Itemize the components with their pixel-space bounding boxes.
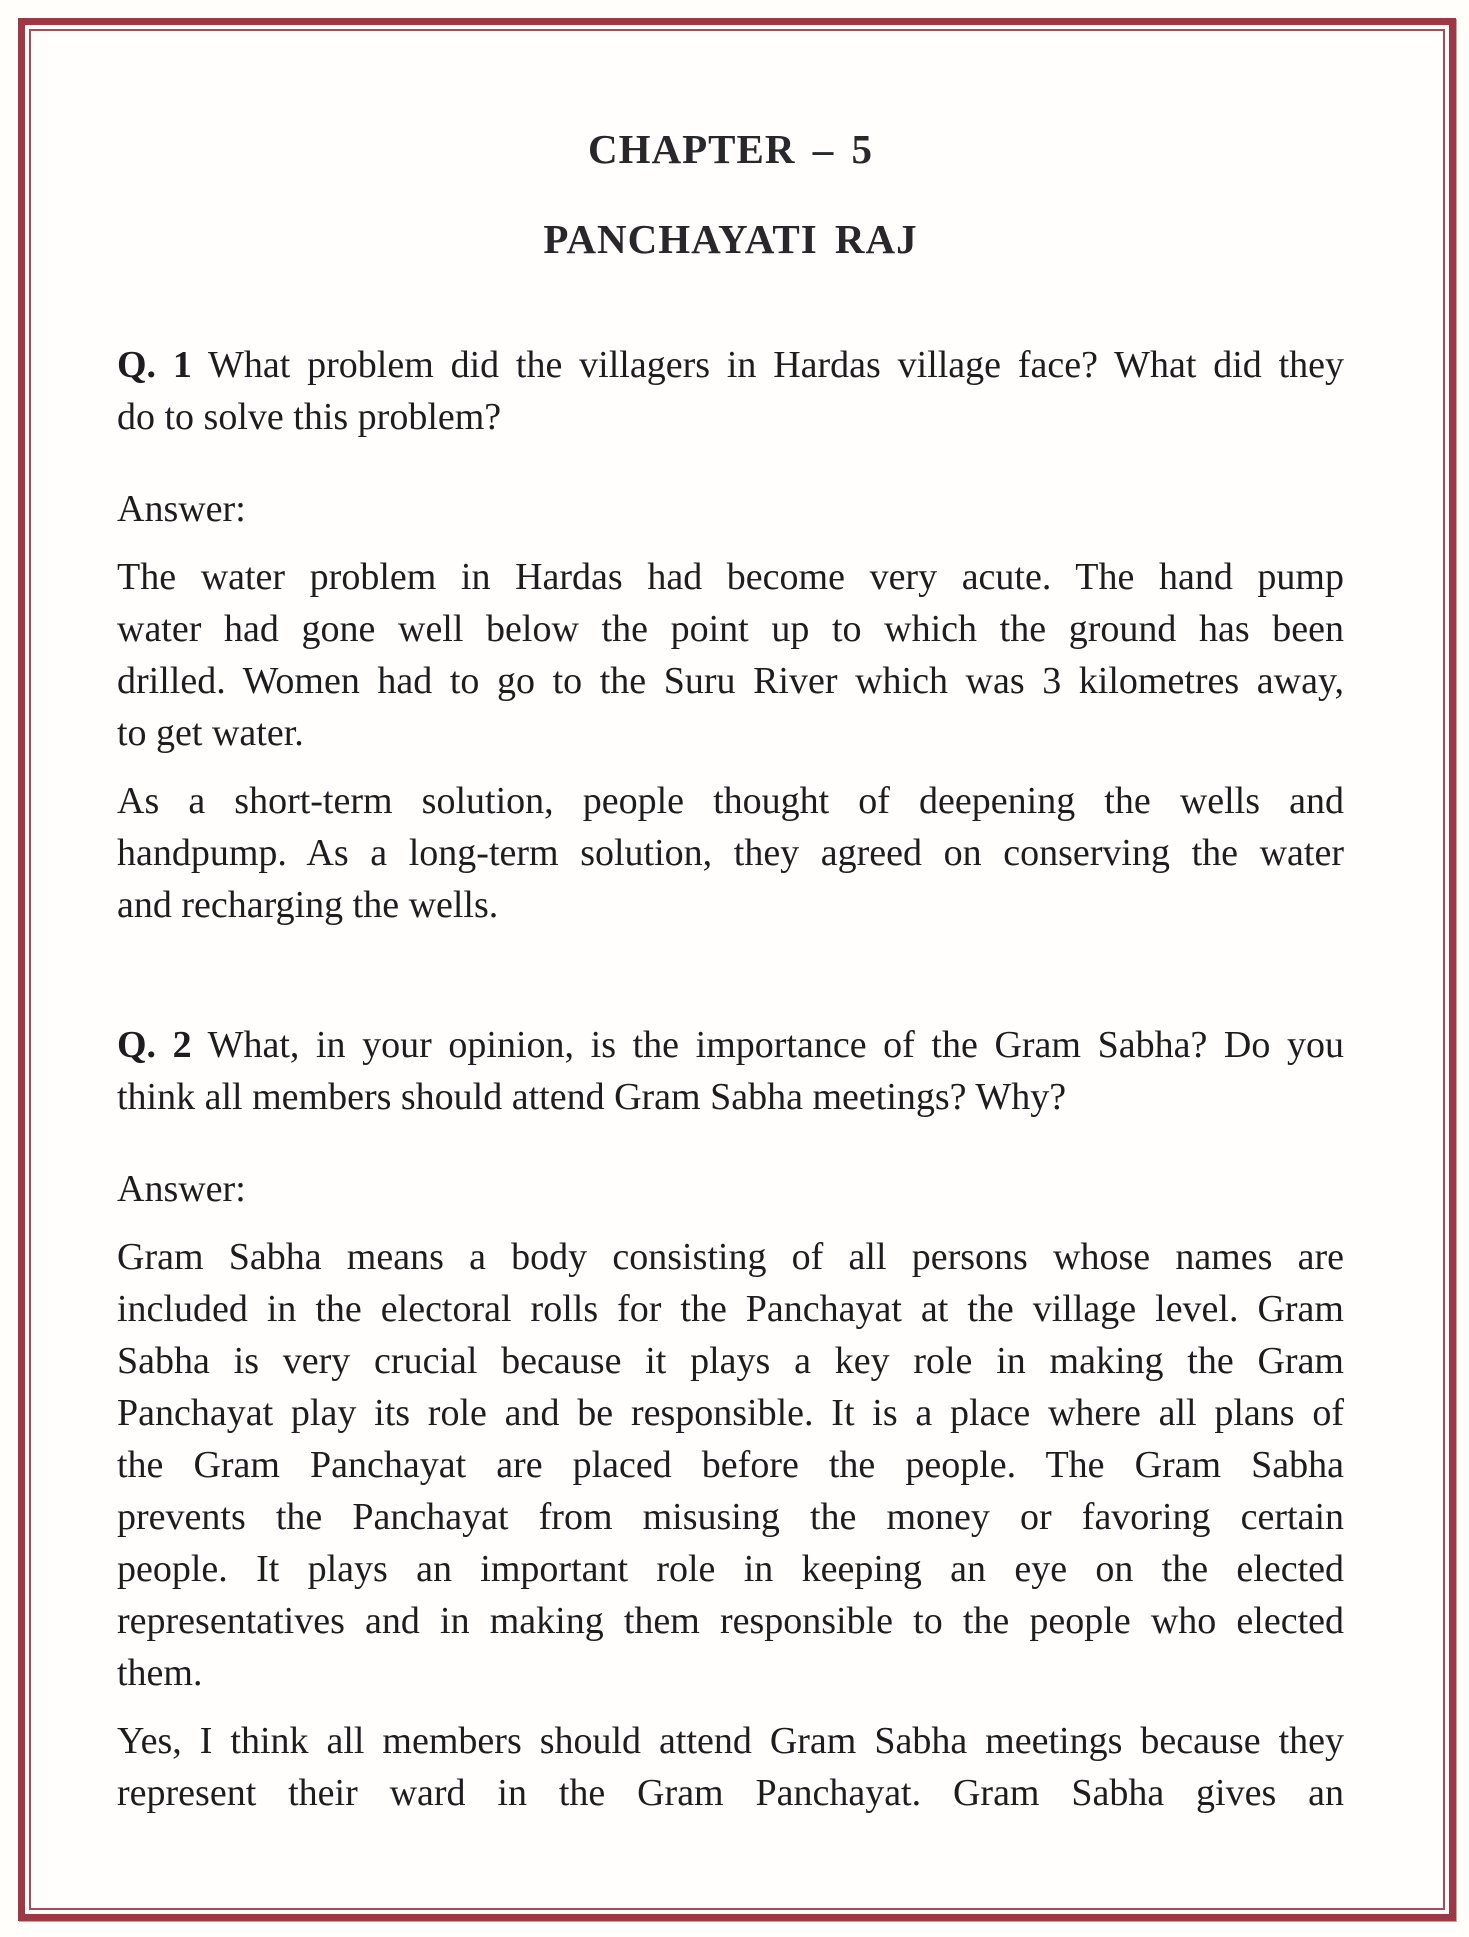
answer-label: Answer: (117, 488, 246, 530)
text-line: and recharging the wells. (117, 884, 499, 926)
text-line: the Gram Panchayat are placed before the people. The Gram Sabha (117, 1444, 1344, 1486)
text-line (117, 1019, 1344, 1071)
answer-paragraph (117, 1231, 1344, 1699)
answer-paragraph (117, 775, 1344, 931)
qa-block-1 (117, 339, 1344, 931)
text-line: water had gone well below the point up to which the ground has been (117, 608, 1344, 650)
text-line: Gram Sabha means a body consisting of all persons whose names are (117, 1236, 1344, 1278)
text-line: think all members should attend Gram Sabha meetings? Why? (117, 1076, 1067, 1118)
answer-paragraph (117, 551, 1344, 759)
text-line: As a short-term solution, people thought of deepening the wells and (117, 780, 1344, 822)
text-line: to get water. (117, 712, 304, 754)
answer-label: Answer: (117, 1168, 246, 1210)
answer-paragraph (117, 1715, 1344, 1819)
chapter-title: PANCHAYATI RAJ (543, 216, 918, 262)
text-line: included in the electoral rolls for the Panchayat at the village level. Gram (117, 1288, 1344, 1330)
text-line: prevents the Panchayat from misusing the money or favoring certain (117, 1496, 1344, 1538)
question-1 (117, 339, 1344, 443)
text-line: represent their ward in the Gram Panchayat. Gram Sabha gives an (117, 1772, 1344, 1814)
text-line: handpump. As a long-term solution, they agreed on conserving the water (117, 832, 1344, 874)
text-line: representatives and in making them responsible to the people who elected (117, 1600, 1344, 1642)
question-label: Q. 2 (117, 1024, 192, 1066)
text-line: them. (117, 1652, 203, 1694)
text-line: people. It plays an important role in keeping an eye on the elected (117, 1548, 1344, 1590)
question-text: What, in your opinion, is the importance of the Gram Sabha? Do you (207, 1024, 1344, 1066)
text-line (117, 339, 1344, 391)
text-line: Yes, I think all members should attend Gram Sabha meetings because they (117, 1720, 1344, 1762)
text-line: Panchayat play its role and be responsible. It is a place where all plans of (117, 1392, 1344, 1434)
page-content (29, 29, 1445, 1910)
text-line: drilled. Women had to go to the Suru River which was 3 kilometres away, (117, 660, 1344, 702)
question-label: Q. 1 (117, 344, 192, 386)
text-line: The water problem in Hardas had become very acute. The hand pump (117, 556, 1344, 598)
question-2 (117, 1019, 1344, 1123)
question-text: What problem did the villagers in Hardas village face? What did they (208, 344, 1344, 386)
chapter-heading: CHAPTER – 5 (588, 126, 873, 172)
qa-block-2 (117, 1019, 1344, 1819)
text-line: Sabha is very crucial because it plays a key role in making the Gram (117, 1340, 1344, 1382)
text-line: do to solve this problem? (117, 396, 502, 438)
page-border-outer (18, 18, 1456, 1921)
